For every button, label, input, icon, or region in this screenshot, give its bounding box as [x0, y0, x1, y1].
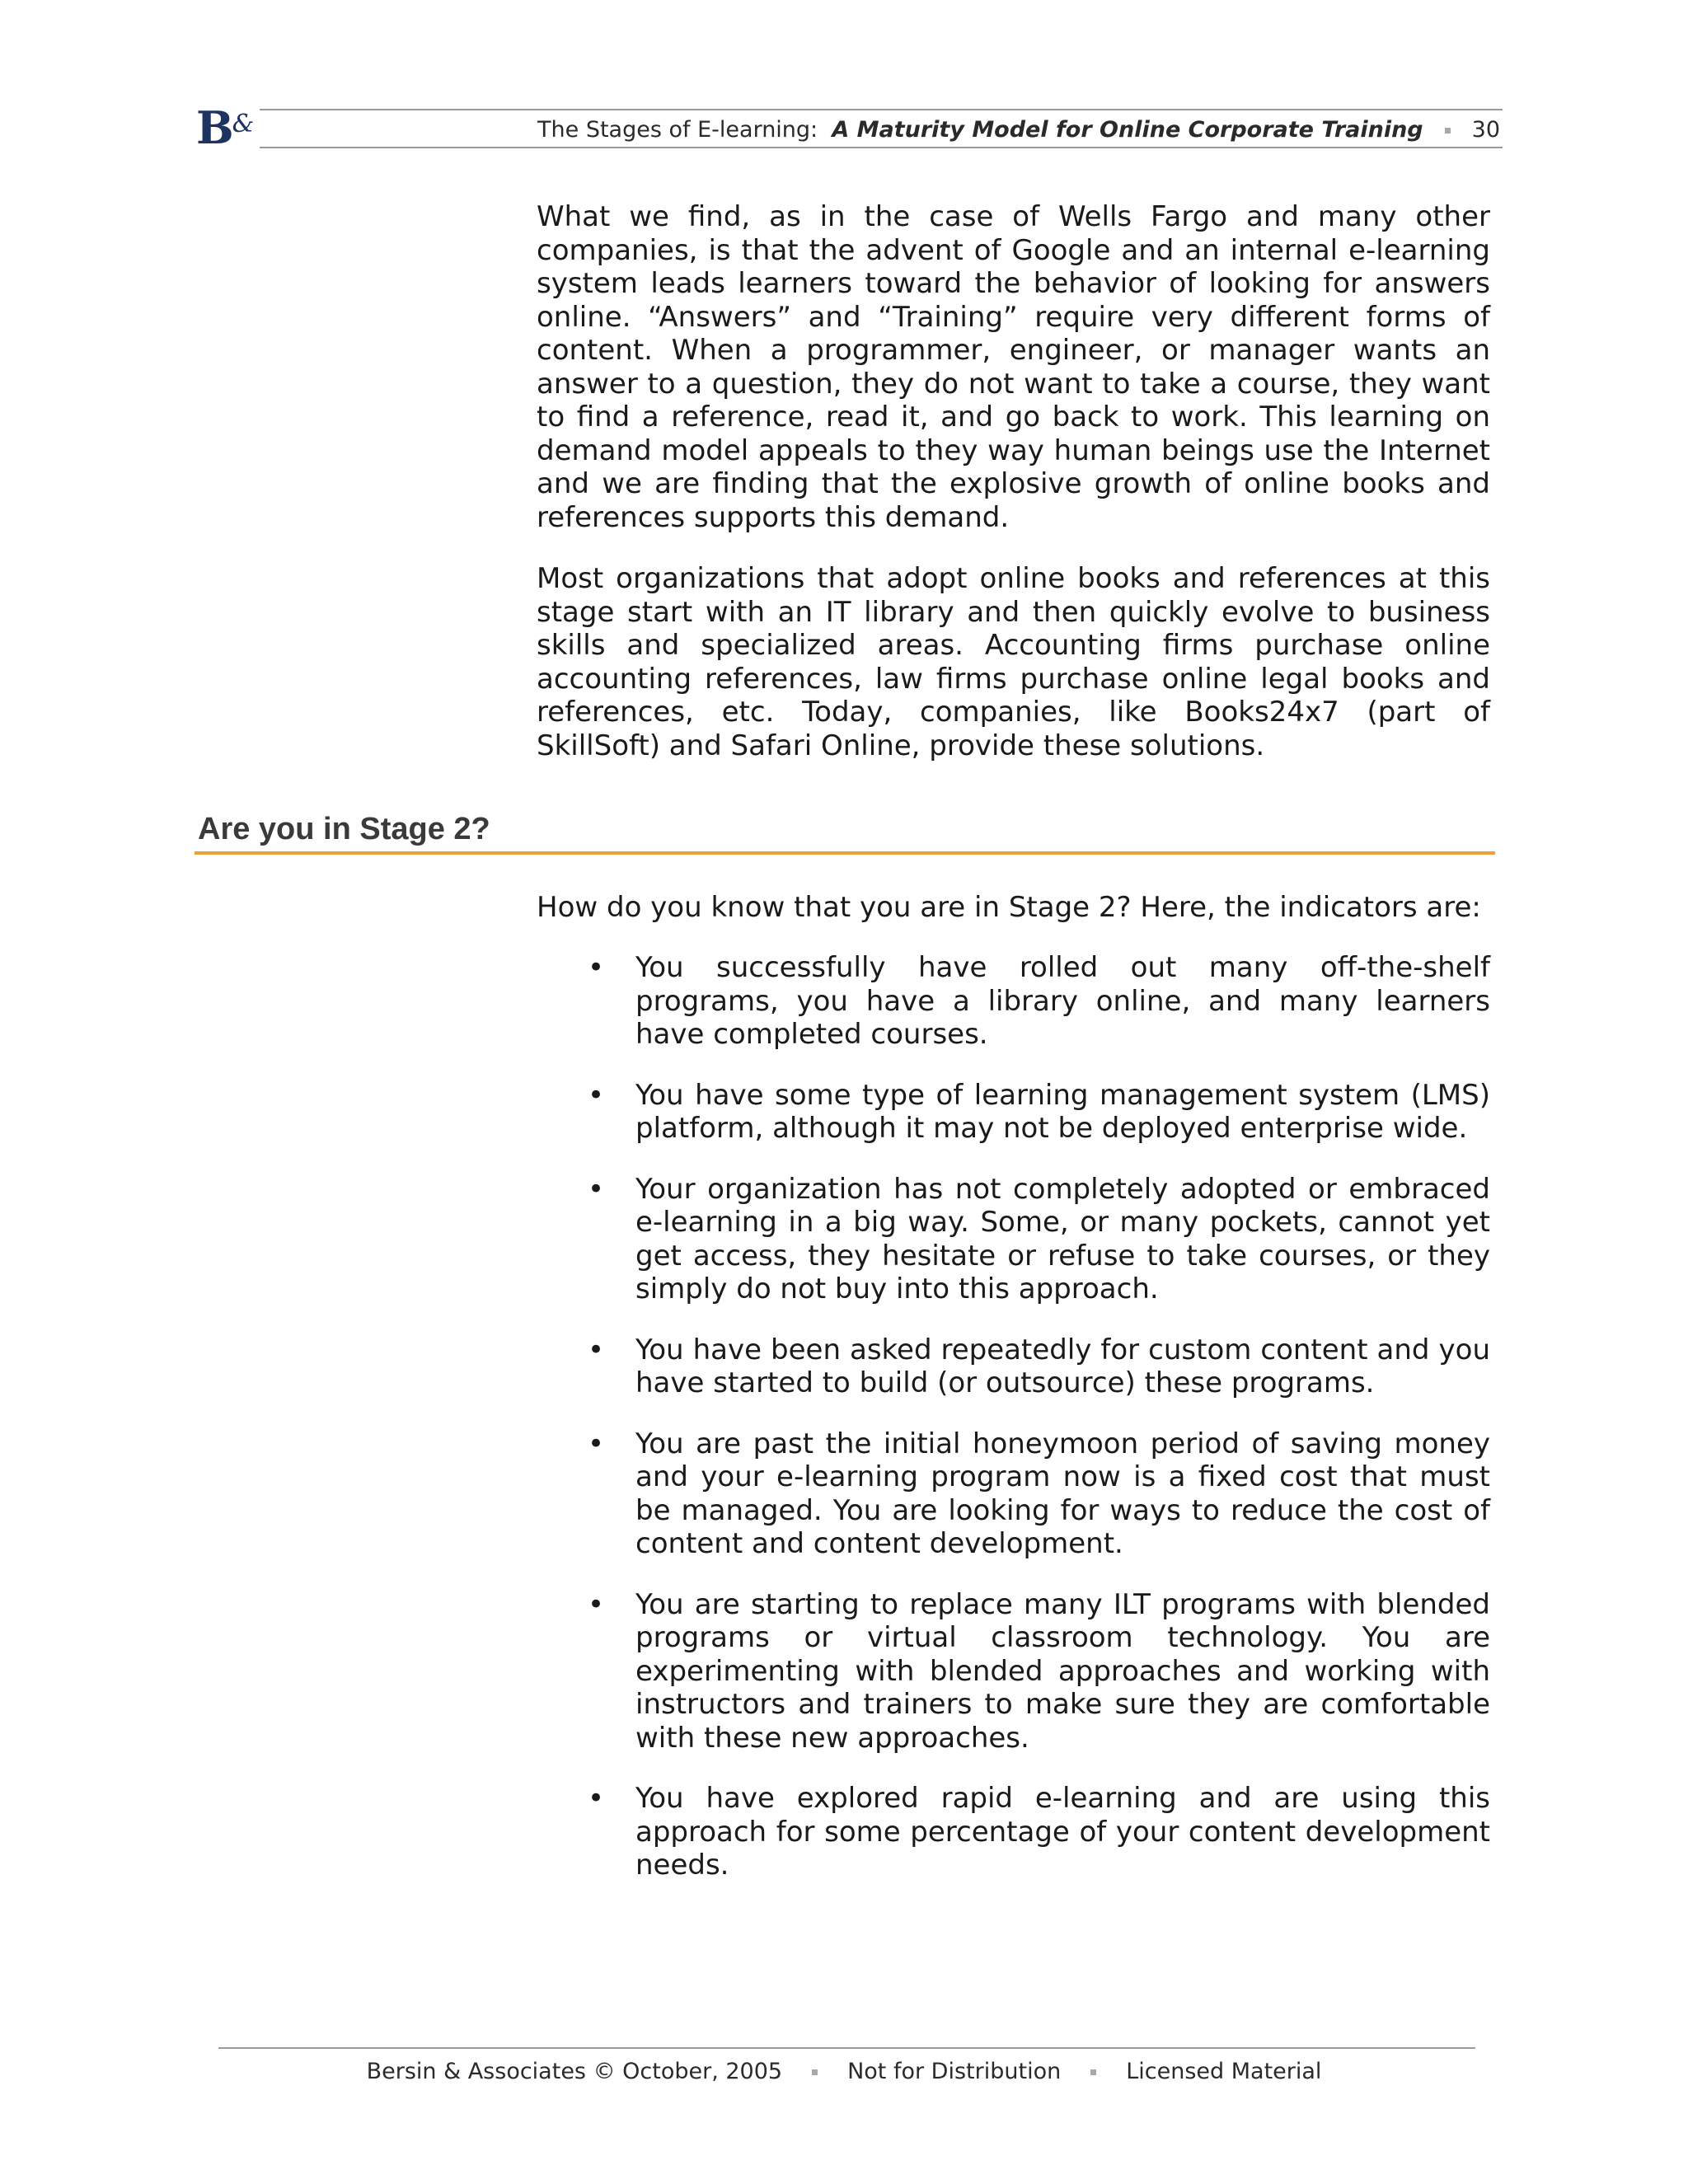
- bullet-icon: •: [588, 1172, 605, 1206]
- page-footer: [0, 2057, 1688, 2087]
- bullet-icon: •: [588, 1078, 605, 1112]
- list-item: • Your organization has not completely adopted or embraced e-learning in a big way. Some, or many pockets, cannot yet get access, they hesitate or refuse to take courses, or they simply do not buy into this approach.: [588, 1172, 1490, 1305]
- indicator-list: [582, 951, 1490, 1910]
- footer-rule: [218, 2047, 1475, 2049]
- footer-license: Licensed Material: [1126, 2059, 1322, 2084]
- list-item: • You have some type of learning management system (LMS) platform, although it may not be deployed enterprise wide.: [588, 1078, 1490, 1145]
- bullet-icon: •: [588, 1427, 605, 1460]
- header-separator: [1445, 128, 1451, 134]
- bullet-icon: •: [588, 951, 605, 984]
- header-rule-top: [260, 109, 1503, 110]
- section-rule: [195, 851, 1495, 855]
- bullet-icon: •: [588, 1587, 605, 1621]
- footer-separator: [1090, 2069, 1096, 2075]
- list-item: • You are starting to replace many ILT programs with blended programs or virtual classroom technology. You are experimenting with blended approaches and working with instructors and trainers to make sure they are comfortable with these new approaches.: [588, 1587, 1490, 1755]
- body-paragraph-2: Most organizations that adopt online books and references at this stage start with an IT library and then quickly evolve to business skills and specialized areas. Accounting firms purchase online accounting references, law firms purchase online legal books and references, etc. Today, companies, like Books24x7 (part of SkillSoft) and Safari Online, provide these solutions.: [537, 562, 1490, 762]
- bullet-icon: •: [588, 1782, 605, 1815]
- body-paragraph-1: What we find, as in the case of Wells Fargo and many other companies, is that the advent of Google and an internal e-learning system leads learners toward the behavior of looking for answers online. “Answers” and “Training” require very different forms of content. When a programmer, engineer, or manager wants an answer to a question, they do not want to take a course, they want to find a reference, read it, and go back to work. This learning on demand model appeals to they way human beings use the Internet and we are finding that the explosive growth of online books and references supports this demand.: [537, 200, 1490, 534]
- section-intro: How do you know that you are in Stage 2? Here, the indicators are:: [537, 891, 1481, 924]
- footer-separator: [812, 2069, 818, 2075]
- list-item: • You are past the initial honeymoon period of saving money and your e-learning program now is a fixed cost that must be managed. You are looking for ways to reduce the cost of content and content development.: [588, 1427, 1490, 1560]
- document-subtitle: A Maturity Model for Online Corporate Training: [832, 117, 1423, 143]
- running-header: [537, 115, 1500, 145]
- section-heading: Are you in Stage 2?: [198, 812, 490, 846]
- footer-copyright: Bersin & Associates © October, 2005: [366, 2059, 783, 2084]
- list-item: • You successfully have rolled out many off-the-shelf programs, you have a library online, and many learners have completed courses.: [588, 951, 1490, 1051]
- document-title: The Stages of E-learning:: [537, 117, 818, 143]
- header-rule-bottom: [260, 147, 1503, 148]
- list-item: • You have explored rapid e-learning and are using this approach for some percentage of your content development needs.: [588, 1782, 1490, 1882]
- bullet-icon: •: [588, 1333, 605, 1366]
- company-logo: B&: [196, 101, 253, 154]
- footer-distribution: Not for Distribution: [847, 2059, 1062, 2084]
- list-item: • You have been asked repeatedly for custom content and you have started to build (or outsource) these programs.: [588, 1333, 1490, 1399]
- page-number: 30: [1471, 117, 1500, 143]
